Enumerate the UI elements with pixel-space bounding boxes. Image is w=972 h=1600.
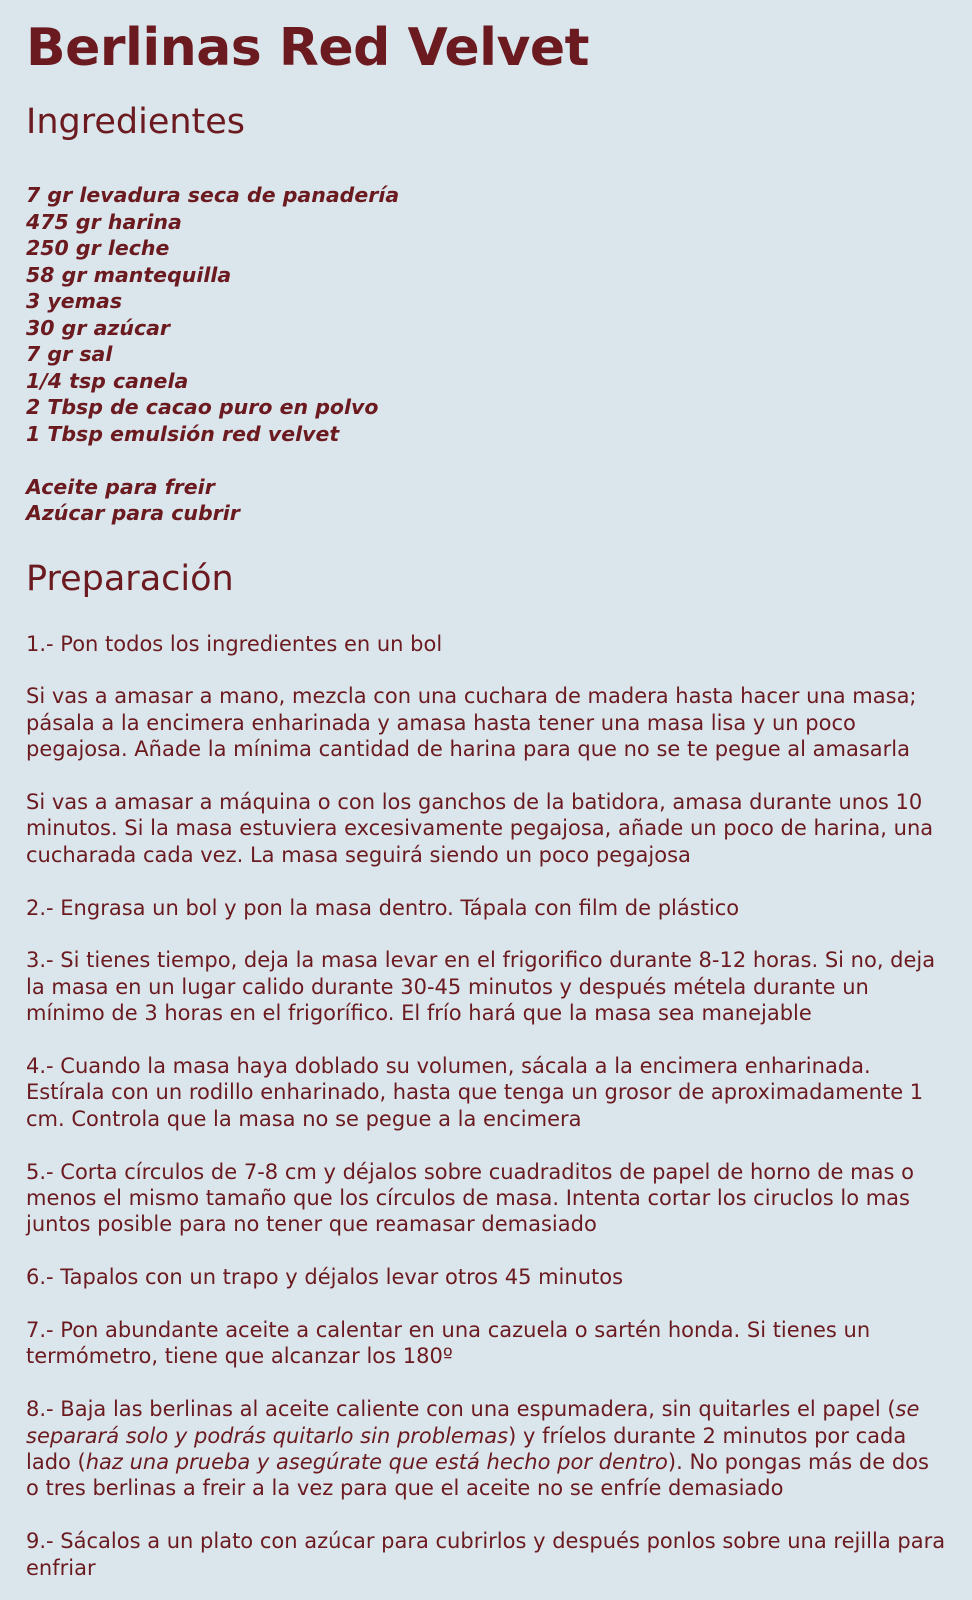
step-5: 5.- Corta círculos de 7-8 cm y déjalos sobre cuadraditos de papel de horno de mas o menos el mismo tamaño que los círculos de masa. Intenta cortar los ciruclos lo mas juntos posible para no tener que reamasar demasiado xyxy=(26,1159,914,1237)
preparation-steps xyxy=(26,631,946,1581)
ingredient-item: 475 gr harina xyxy=(26,209,182,234)
step-6: 6.- Tapalos con un trapo y déjalos levar otros 45 minutos xyxy=(26,1265,624,1290)
preparation-heading: Preparación xyxy=(26,558,234,599)
step-8 xyxy=(26,1396,946,1502)
step-9: 9.- Sácalos a un plato con azúcar para cubrirlos y después ponlos sobre una rejilla para enfriar xyxy=(26,1529,946,1580)
ingredients-spacer xyxy=(26,447,946,474)
ingredient-item: 3 yemas xyxy=(26,289,123,313)
ingredient-item: 30 gr azúcar xyxy=(26,315,171,340)
ingredient-item: 7 gr levadura seca de panadería xyxy=(26,183,400,207)
step-8-italic-note: se separará solo y podrás quitarlo sin problemas xyxy=(26,1397,920,1448)
step-8-text: ). No pongas más de dos o tres berlinas a freir a la vez para que el aceite no se enfríe demasiado xyxy=(26,1449,929,1501)
step-3: 3.- Si tienes tiempo, deja la masa levar en el frigorifico durante 8-12 horas. Si no, deja la masa en un lugar calido durante 30-45 minutos y después métela durante un mínimo de 3 horas en el frigorífico. El frío hará que la masa sea manejable xyxy=(26,948,936,1026)
step-2: 2.- Engrasa un bol y pon la masa dentro. Tápala con film de plástico xyxy=(26,895,740,920)
ingredient-item: 2 Tbsp de cacao puro en polvo xyxy=(26,395,379,419)
step-8-text: 8.- Baja las berlinas al aceite caliente con una espumadera, sin quitarles el papel ( xyxy=(26,1397,896,1422)
step-1-hand-note: Si vas a amasar a mano, mezcla con una cuchara de madera hasta hacer una masa; pásala a la encimera enharinada y amasa hasta tener una masa lisa y un poco pegajosa. Añade la mínima cantidad de harina para que no se te pegue al amasarla xyxy=(26,684,917,762)
step-7: 7.- Pon abundante aceite a calentar en una cazuela o sartén honda. Si tienes un termómetro, tiene que alcanzar los 180º xyxy=(26,1317,871,1369)
extra-item: Azúcar para cubrir xyxy=(26,501,240,525)
ingredients-heading: Ingredientes xyxy=(26,102,246,142)
step-1-machine-note: Si vas a amasar a máquina o con los ganchos de la batidora, amasa durante unos 10 minutos. Si la masa estuviera excesivamente pegajosa, añade un poco de harina, una cucharada cada vez. La masa seguirá siendo un poco pegajosa xyxy=(26,789,934,867)
ingredient-item: 7 gr sal xyxy=(26,342,113,366)
extra-item: Aceite para freir xyxy=(26,474,215,499)
ingredient-item: 1/4 tsp canela xyxy=(26,368,189,393)
step-4: 4.- Cuando la masa haya doblado su volumen, sácala a la encimera enharinada. Estírala con un rodillo enharinado, hasta que tenga un grosor de aproximadamente 1 cm. Controla que la masa no se pegue a la encimera xyxy=(26,1053,924,1131)
ingredient-item: 58 gr mantequilla xyxy=(26,262,232,287)
step-8-italic-note: haz una prueba y asegúrate que está hecho por dentro xyxy=(85,1449,668,1474)
step-8-text: ) y fríelos durante 2 minutos por cada lado ( xyxy=(26,1423,907,1474)
step-1: 1.- Pon todos los ingredientes en un bol xyxy=(26,631,443,656)
ingredients-list xyxy=(26,182,946,527)
ingredient-item: 1 Tbsp emulsión red velvet xyxy=(26,421,340,446)
ingredient-item: 250 gr leche xyxy=(26,236,170,260)
recipe-title: Berlinas Red Velvet xyxy=(26,18,590,78)
